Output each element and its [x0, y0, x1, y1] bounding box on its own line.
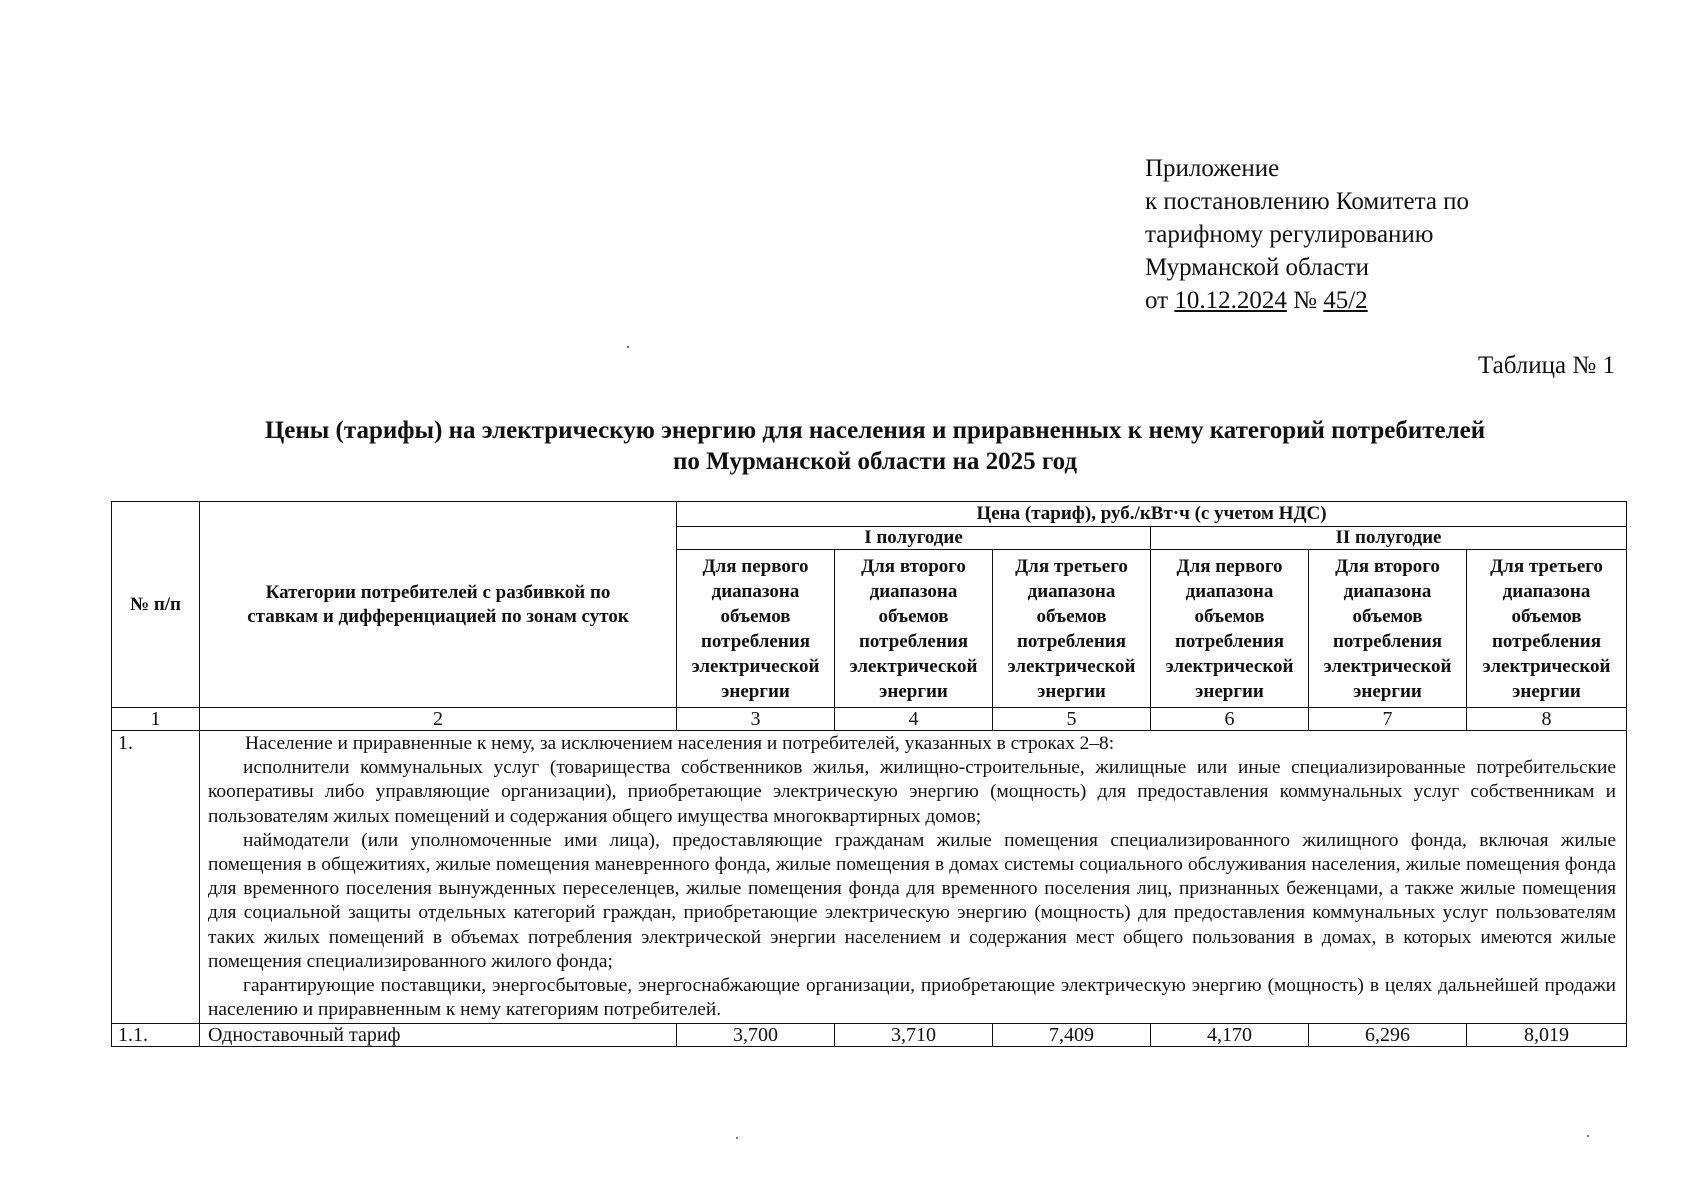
- table-number: Таблица № 1: [1477, 352, 1615, 379]
- price-value: 3,700: [677, 1024, 835, 1047]
- header-half-year-2: II полугодие: [1151, 527, 1627, 550]
- header-category: Категории потребителей с разбивкой по ставкам и дифференциацией по зонам суток: [200, 502, 677, 708]
- column-number: 6: [1151, 708, 1309, 731]
- document-title: [110, 415, 1640, 477]
- row-name: Одноставочный тариф: [200, 1024, 677, 1047]
- header-range-1-h1: Для первого диапазона объемов потребления электрической энергии: [677, 550, 835, 708]
- header-range-2-h1: Для второго диапазона объемов потребления электрической энергии: [835, 550, 993, 708]
- scan-speck: [736, 1137, 738, 1139]
- price-value: 4,170: [1151, 1024, 1309, 1047]
- header-range-2-h2: Для второго диапазона объемов потребления электрической энергии: [1309, 550, 1467, 708]
- header-range-1-h2: Для первого диапазона объемов потребления электрической энергии: [1151, 550, 1309, 708]
- title-line-2: по Мурманской области на 2025 год: [672, 448, 1078, 475]
- appendix-line: Приложение: [1145, 155, 1280, 182]
- table-row: [112, 1024, 1627, 1047]
- number-prefix: №: [1286, 287, 1324, 314]
- column-number: 8: [1467, 708, 1627, 731]
- section-number: 1.: [112, 731, 200, 1024]
- section-description: [200, 731, 1627, 1024]
- resolution-date: 10.12.2024: [1174, 287, 1287, 314]
- tariff-table: [111, 501, 1627, 1047]
- title-line-1: Цены (тарифы) на электрическую энергию для населения и приравненных к нему категорий потребителей: [264, 417, 1486, 444]
- price-value: 7,409: [993, 1024, 1151, 1047]
- price-value: 6,296: [1309, 1024, 1467, 1047]
- header-price: Цена (тариф), руб./кВт·ч (с учетом НДС): [677, 502, 1627, 527]
- section-paragraph: наймодатели (или уполномоченные ими лица), предоставляющие гражданам жилые помещения специализированного жилищного фонда, включая жилые помещения в общежитиях, жилые помещения маневренного фонда, жилые помещения в домах системы социального обслуживания населения, жилые помещения фонда для временного поселения вынужденных переселенцев, жилые помещения фонда для временного поселения лиц, признанных беженцами, а также жилые помещения для социальной защиты отдельных категорий граждан, приобретающие электрическую энергию (мощность) для предоставления коммунальных услуг пользователям таких жилых помещений в объемах потребления электрической энергии населением и содержания мест общего пользования в домах, в которых имеются жилые помещения специализированного жилого фонда;: [208, 829, 1617, 972]
- header-range-3-h2: Для третьего диапазона объемов потребления электрической энергии: [1467, 550, 1627, 708]
- section-paragraph: Население и приравненные к нему, за исключением населения и потребителей, указанных в строках 2–8:: [245, 733, 1115, 754]
- column-number: 7: [1309, 708, 1467, 731]
- resolution-number: 45/2: [1323, 287, 1368, 314]
- scan-speck: [1587, 1135, 1589, 1137]
- scan-speck: [627, 346, 629, 348]
- header-range-3-h1: Для третьего диапазона объемов потребления электрической энергии: [993, 550, 1151, 708]
- header-row-number: № п/п: [112, 502, 200, 708]
- section-paragraph: гарантирующие поставщики, энергосбытовые, энергоснабжающие организации, приобретающие электрическую энергию (мощность) в целях дальнейшей продажи населению и приравненным к нему категориям потребителей.: [208, 975, 1617, 1021]
- section-row: [112, 731, 1627, 1024]
- section-paragraph: исполнители коммунальных услуг (товарищества собственников жилья, жилищно-строительные, жилищные или иные специализированные потребительские кооперативы либо управляющие организации), приобретающие электрическую энергию (мощность) для предоставления коммунальных услуг собственникам и пользователям жилых помещений и содержания общего имущества многоквартирных домов;: [208, 757, 1617, 827]
- column-number: 3: [677, 708, 835, 731]
- appendix-line: Мурманской области: [1145, 254, 1370, 281]
- appendix-line: к постановлению Комитета по: [1145, 188, 1470, 215]
- column-number-row: [112, 708, 1627, 731]
- row-number: 1.1.: [112, 1024, 200, 1047]
- appendix-date-line: [1145, 284, 1469, 317]
- header-half-year-1: I полугодие: [677, 527, 1151, 550]
- column-number: 1: [112, 708, 200, 731]
- price-value: 8,019: [1467, 1024, 1627, 1047]
- appendix-line: тарифному регулированию: [1145, 221, 1434, 248]
- column-number: 5: [993, 708, 1151, 731]
- price-value: 3,710: [835, 1024, 993, 1047]
- column-number: 4: [835, 708, 993, 731]
- column-number: 2: [200, 708, 677, 731]
- appendix-block: [1145, 152, 1469, 317]
- date-prefix: от: [1145, 287, 1175, 314]
